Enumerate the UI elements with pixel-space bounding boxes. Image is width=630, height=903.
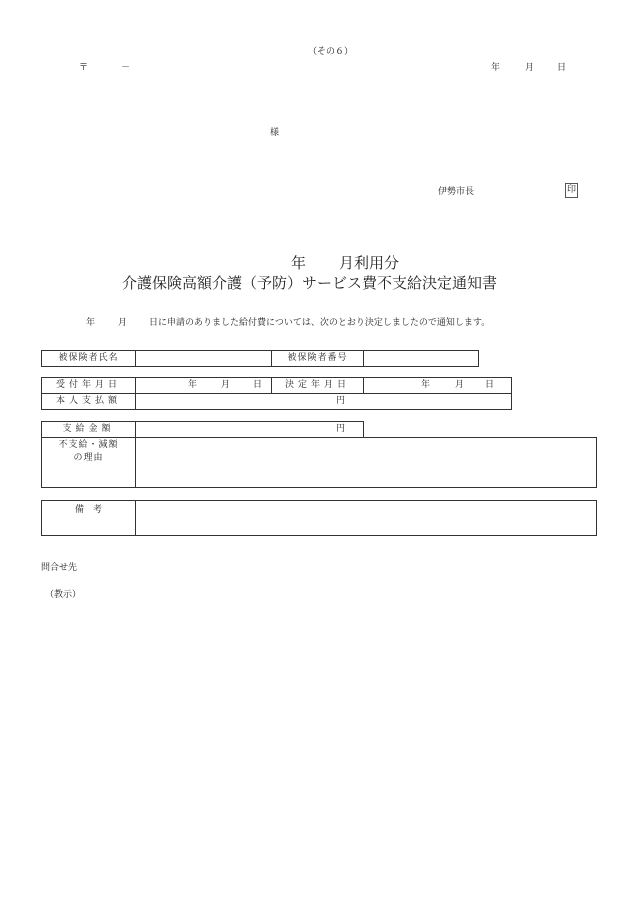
reason-label [41,437,136,488]
intro-month: 月 [118,318,128,328]
issue-date-day: 日 [557,63,567,73]
received-date-year: 年 [188,380,198,390]
decision-date-month: 月 [455,380,465,390]
contact-label: 問合せ先 [41,563,78,573]
decision-date-field[interactable] [363,377,512,394]
insured-name-field[interactable] [135,350,272,367]
insured-name-label: 被保険者氏名 [41,350,136,367]
benefit-amount-field[interactable] [135,421,364,438]
issuer-name: 伊勢市長 [438,187,475,197]
reason-field[interactable] [135,437,597,488]
intro-year: 年 [86,318,96,328]
benefit-amount-label: 支給金額 [41,421,136,438]
insured-number-label: 被保険者番号 [271,350,364,367]
self-payment-label: 本人支払額 [41,393,136,410]
document-title: 介護保険高額介護（予防）サービス費不支給決定通知書 [122,274,498,292]
reason-label-line2: の理由 [73,453,104,463]
decision-date-year: 年 [421,380,431,390]
remarks-field[interactable] [135,500,597,536]
self-payment-unit: 円 [336,396,346,406]
form-number: （その６） [308,47,354,57]
postal-dash: － [121,63,131,73]
received-date-month: 月 [221,380,231,390]
decision-date-label: 決定年月日 [271,377,364,394]
remarks-label: 備 考 [41,500,136,536]
instruction-label: （教示） [45,590,82,600]
title-period-month: 月利用分 [339,254,400,272]
seal-icon: 印 [565,183,578,198]
received-date-label: 受付年月日 [41,377,136,394]
recipient-suffix: 様 [270,128,280,138]
self-payment-field[interactable] [135,393,512,410]
received-date-field[interactable] [135,377,272,394]
postal-mark: 〒 [79,63,89,73]
insured-number-field[interactable] [363,350,479,367]
issue-date-year: 年 [491,63,501,73]
benefit-amount-unit: 円 [336,424,346,434]
received-date-day: 日 [253,380,263,390]
intro-text: 日に申請のありました給付費については、次のとおり決定しましたので通知します。 [149,318,491,328]
reason-label-line1: 不支給・減額 [58,440,119,450]
issue-date-month: 月 [525,63,535,73]
title-period-year: 年 [291,254,307,272]
decision-date-day: 日 [485,380,495,390]
